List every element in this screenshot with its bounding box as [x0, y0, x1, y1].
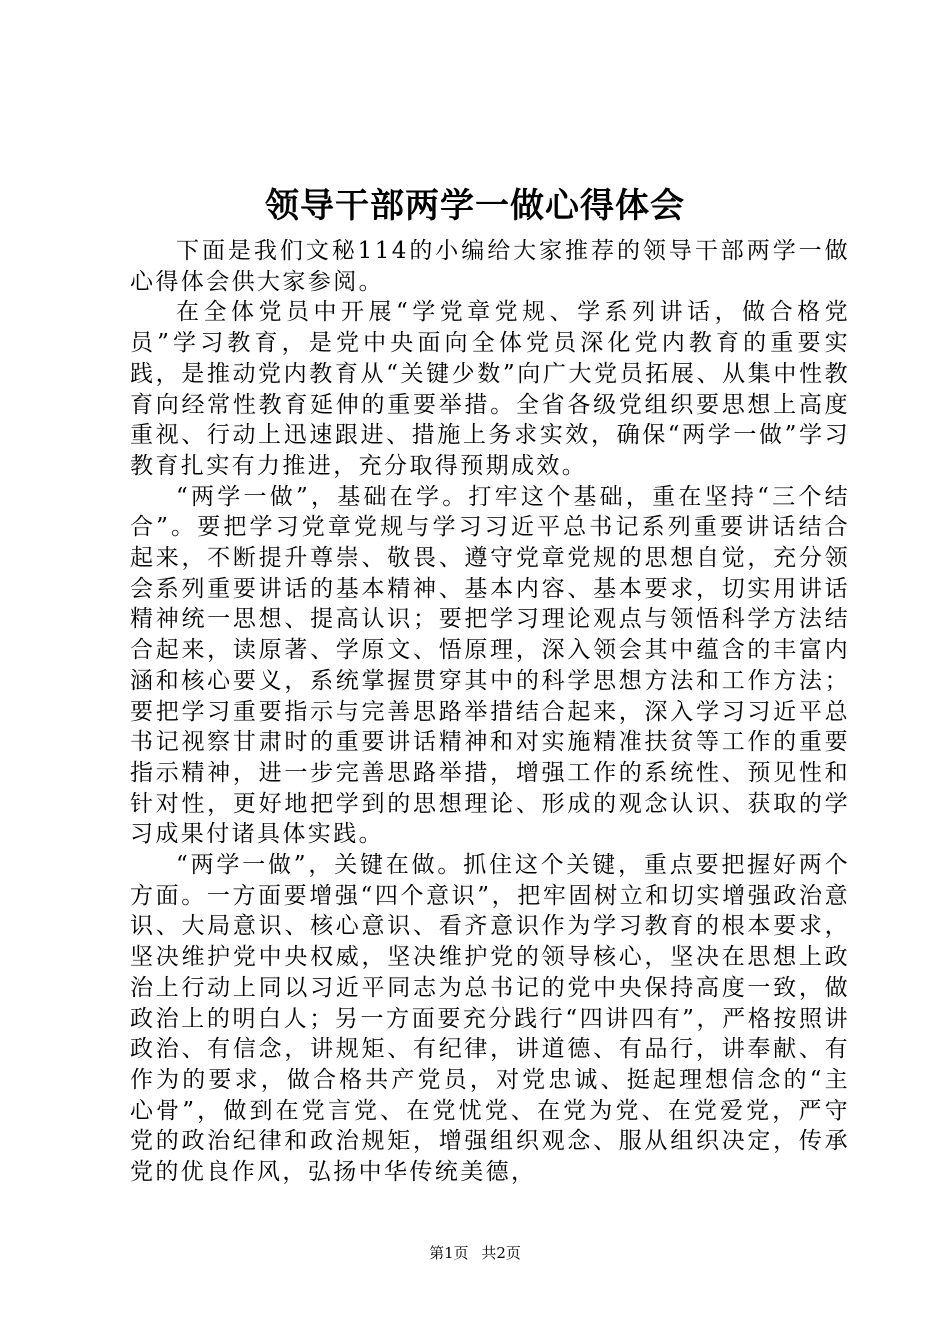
paragraph-background: 在全体党员中开展“学党章党规、学系列讲话，做合格党员”学习教育，是党中央面向全体党员深化党内教育的重要实践，是推动党内教育从“关键少数”向广大党员拓展、从集中性教育向经常性教育延伸的重要举措。全省各级党组织要思想上高度重视、行动上迅速跟进、措施上务求实效，确保“两学一做”学习教育扎实有力推进，充分取得预期成效。 [130, 299, 850, 479]
page-footer [0, 1243, 950, 1263]
document-title: 领导干部两学一做心得体会 [265, 186, 685, 226]
paragraph-practice: “两学一做”，关键在做。抓住这个关键，重点要把握好两个方面。一方面要增强“四个意识”，把牢固树立和切实增强政治意识、大局意识、核心意识、看齐意识作为学习教育的根本要求，坚决维护党中央权威，坚决维护党的领导核心，坚决在思想上政治上行动上同以习近平同志为总书记的党中央保持高度一致，做政治上的明白人；另一方面要充分践行“四讲四有”，严格按照讲政治、有信念，讲规矩、有纪律，讲道德、有品行，讲奉献、有作为的要求，做合格共产党员，对党忠诚、挺起理想信念的“主心骨”，做到在党言党、在党忧党、在党为党、在党爱党，严守党的政治纪律和政治规矩，增强组织观念、服从组织决定，传承党的优良作风，弘扬中华传统美德， [130, 852, 850, 1186]
paragraph-intro: 下面是我们文秘114的小编给大家推荐的领导干部两学一做心得体会供大家参阅。 [130, 238, 850, 295]
page-number-current: 第1页 [429, 1244, 469, 1262]
document-body [130, 236, 850, 1188]
paragraph-study: “两学一做”，基础在学。打牢这个基础，重在坚持“三个结合”。要把学习党章党规与学习习近平总书记系列重要讲话结合起来，不断提升尊崇、敬畏、遵守党章党规的思想自觉，充分领会系列重要讲话的基本精神、基本内容、基本要求，切实用讲话精神统一思想、提高认识；要把学习理论观点与领悟科学方法结合起来，读原著、学原文、悟原理，深入领会其中蕴含的丰富内涵和核心要义，系统掌握贯穿其中的科学思想方法和工作方法；要把学习重要指示与完善思路举措结合起来，深入学习习近平总书记视察甘肃时的重要讲话精神和对实施精准扶贫等工作的重要指示精神，进一步完善思路举措，增强工作的系统性、预见性和针对性，更好地把学到的思想理论、形成的观念认识、获取的学习成果付诸具体实践。 [130, 483, 850, 848]
page-number-total: 共2页 [481, 1244, 521, 1262]
